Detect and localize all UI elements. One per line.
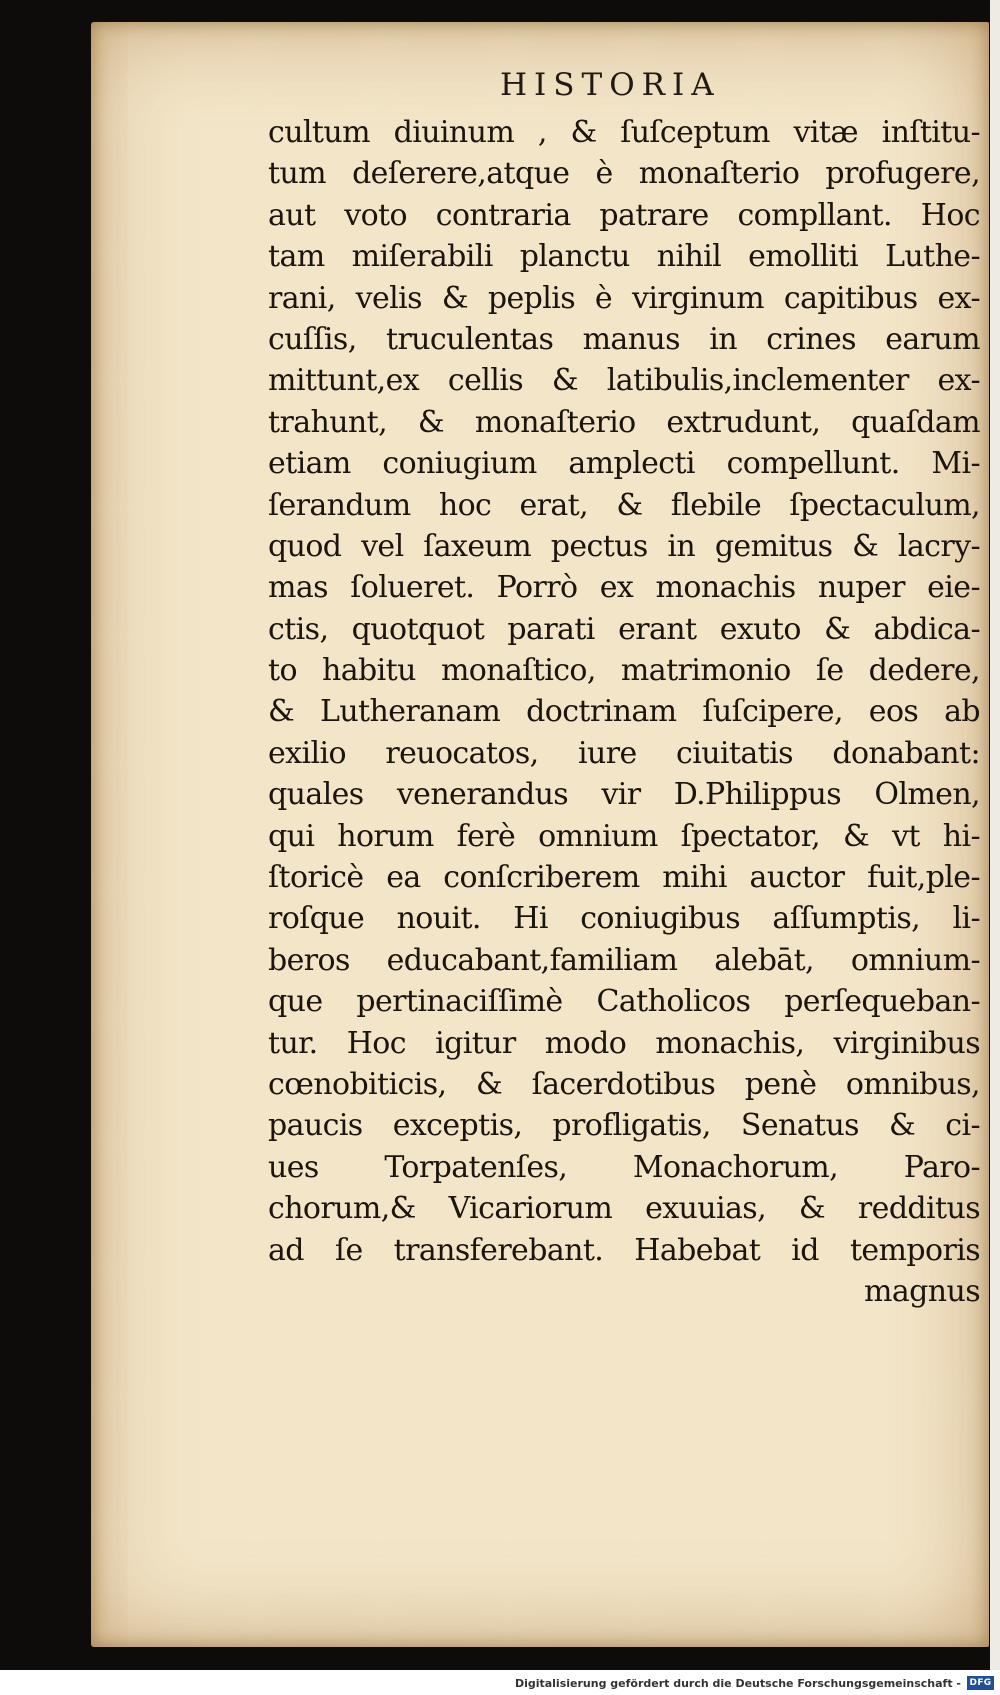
dfg-logo-icon: DFG [967,1676,994,1690]
text-line: to habitu monaſtico, matrimonio ſe dedere, [268,653,980,689]
text-line: aut voto contraria patrare compllant. Hoc [268,197,980,233]
text-line: paucis exceptis, profligatis, Senatus & ci- [268,1108,980,1144]
text-line: ad ſe transferebant. Habebat id temporis [268,1232,980,1268]
text-line: cœnobiticis, & ſacerdotibus penè omnibus, [268,1066,980,1102]
catchword: magnus [864,1273,980,1309]
text-line: mas ſolueret. Porrò ex monachis nuper eie- [268,570,980,606]
text-line: trahunt, & monaſterio extrudunt, quaſdam [268,404,980,440]
text-line: roſque nouit. Hi coniugibus aſſumptis, li- [268,901,980,937]
body-text [268,112,980,1312]
text-line: cuſſis, truculentas manus in crines earum [268,321,980,357]
text-line: tum deſerere,atque è monaſterio profugere, [268,156,980,192]
text-line: ctis, quotquot parati erant exuto & abdica- [268,611,980,647]
text-line: qui horum ferè omnium ſpectator, & vt hi- [268,818,980,854]
credit-text: Digitalisierung gefördert durch die Deutsche Forschungsgemeinschaft - [514,1676,961,1690]
text-line: chorum,& Vicariorum exuuias, & redditus [268,1191,980,1227]
text-line: cultum diuinum , & ſuſceptum vitæ inſtitu- [268,115,980,150]
text-line: ſtoricè ea conſcriberem mihi auctor fuit,ple- [268,860,980,896]
text-line: quod vel ſaxeum pectus in gemitus & lacry- [268,528,980,564]
text-line: exilio reuocatos, iure ciuitatis donabant: [268,735,980,771]
text-line: etiam coniugium amplecti compellunt. Mi- [268,446,980,482]
text-line: mittunt,ex cellis & latibulis,inclementer ex- [268,363,980,399]
text-line: quales venerandus vir D.Philippus Olmen, [268,777,980,813]
text-line: ſerandum hoc erat, & flebile ſpectaculum, [268,487,980,523]
text-line: rani, velis & peplis è virginum capitibus ex- [268,280,980,316]
text-line: tur. Hoc igitur modo monachis, virginibus [268,1025,980,1061]
text-line: beros educabant,familiam alebāt, omnium- [268,942,980,978]
text-line: ues Torpatenſes, Monachorum, Paro- [268,1149,980,1185]
scan-edge [990,0,1000,1670]
text-line: tam miſerabili planctu nihil emolliti Luthe- [268,239,980,275]
running-head: HISTORIA [500,67,721,103]
text-line: & Lutheranam doctrinam ſuſcipere, eos ab [268,694,980,730]
digitization-credit [515,1674,994,1692]
text-line: que pertinaciſſimè Catholicos perſequeban- [268,984,980,1020]
